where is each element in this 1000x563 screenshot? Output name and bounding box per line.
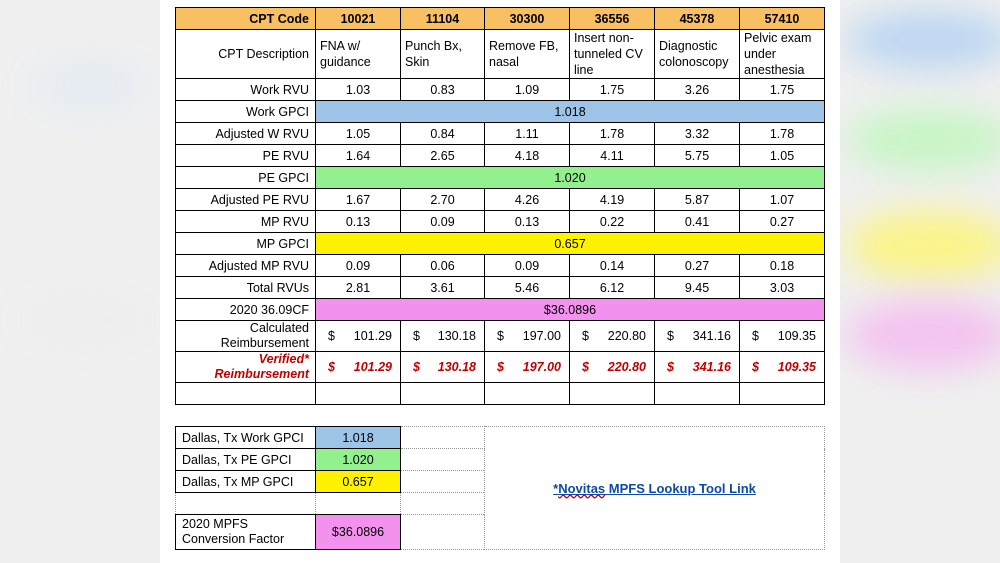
empty-cell [401, 493, 485, 515]
row-label: 2020 MPFS Conversion Factor [176, 515, 316, 550]
cpt-code: 57410 [740, 8, 825, 30]
cell: 1.05 [740, 145, 825, 167]
cell: 3.61 [401, 277, 485, 299]
empty-cell [176, 493, 316, 515]
cpt-description: Pelvic exam under anesthesia [740, 30, 825, 79]
verified-reimbursement-row [176, 352, 825, 383]
money-cell [316, 352, 401, 383]
empty-cell [655, 383, 740, 405]
cpt-description: Diagnostic colonoscopy [655, 30, 740, 79]
row-label: Adjusted MP RVU [176, 255, 316, 277]
cell: 0.22 [570, 211, 655, 233]
pe-rvu-row [176, 145, 825, 167]
cell: 1.75 [740, 79, 825, 101]
cell: 1.03 [316, 79, 401, 101]
cell: 1.11 [485, 123, 570, 145]
row-label: MP GPCI [176, 233, 316, 255]
currency-symbol: $ [328, 360, 335, 374]
cpt-code: 30300 [485, 8, 570, 30]
money-cell [655, 321, 740, 352]
cell: 0.09 [485, 255, 570, 277]
left-blurred-background [0, 0, 160, 563]
amount: 130.18 [437, 360, 476, 374]
header-label: CPT Code [176, 8, 316, 30]
money-cell [570, 352, 655, 383]
cell: 3.03 [740, 277, 825, 299]
empty-row [176, 383, 825, 405]
row-label: Calculated Reimbursement [176, 321, 316, 352]
cell: 4.19 [570, 189, 655, 211]
row-label: PE RVU [176, 145, 316, 167]
cell: 0.27 [740, 211, 825, 233]
cell: 0.14 [570, 255, 655, 277]
mpfs-value: $36.0896 [316, 515, 401, 550]
cell: 2.81 [316, 277, 401, 299]
blur-blob-blue [845, 10, 1000, 70]
cell: 0.83 [401, 79, 485, 101]
row-label: Work GPCI [176, 101, 316, 123]
amount: 101.29 [353, 329, 392, 343]
row-label: Adjusted W RVU [176, 123, 316, 145]
amount: 130.18 [437, 329, 476, 343]
cell: 1.09 [485, 79, 570, 101]
blur-blob [20, 300, 150, 340]
cpt-description: Insert non-tunneled CV line [570, 30, 655, 79]
novitas-lookup-link[interactable]: *Novitas MPFS Lookup Tool Link [553, 480, 756, 496]
cell: 1.78 [570, 123, 655, 145]
money-cell [740, 321, 825, 352]
merged-value-cell: 1.020 [316, 167, 825, 189]
work-rvu-row [176, 79, 825, 101]
amount: 341.16 [692, 360, 731, 374]
cell: 3.32 [655, 123, 740, 145]
cell: 0.13 [316, 211, 401, 233]
empty-cell [401, 471, 485, 493]
amount: 109.35 [777, 360, 816, 374]
amount: 220.80 [607, 329, 646, 343]
cell: 1.78 [740, 123, 825, 145]
work-gpci-row [176, 101, 825, 123]
row-label: Total RVUs [176, 277, 316, 299]
money-cell [740, 352, 825, 383]
cpt-code: 11104 [401, 8, 485, 30]
cpt-code: 10021 [316, 8, 401, 30]
money-cell [570, 321, 655, 352]
currency-symbol: $ [667, 360, 674, 374]
gpci-value: 1.018 [316, 427, 401, 449]
cell: 0.18 [740, 255, 825, 277]
cpt-description: Punch Bx, Skin [401, 30, 485, 79]
money-cell [655, 352, 740, 383]
row-label: Verified* Reimbursement [176, 352, 316, 383]
empty-cell [401, 427, 485, 449]
cell: 0.27 [655, 255, 740, 277]
currency-symbol: $ [582, 360, 589, 374]
mp-rvu-row [176, 211, 825, 233]
cell: 1.75 [570, 79, 655, 101]
currency-symbol: $ [752, 329, 759, 343]
money-cell [316, 321, 401, 352]
cell: 5.87 [655, 189, 740, 211]
cell: 0.06 [401, 255, 485, 277]
total-rvus-row [176, 277, 825, 299]
money-cell [401, 352, 485, 383]
amount: 101.29 [353, 360, 392, 374]
right-blurred-background [825, 0, 1000, 563]
currency-symbol: $ [752, 360, 759, 374]
cell: 0.41 [655, 211, 740, 233]
row-label: PE GPCI [176, 167, 316, 189]
empty-cell [316, 493, 401, 515]
empty-cell [316, 383, 401, 405]
row-label: CPT Description [176, 30, 316, 79]
empty-cell [570, 383, 655, 405]
empty-cell [401, 383, 485, 405]
gpci-value: 0.657 [316, 471, 401, 493]
dallas-work-row [176, 427, 825, 449]
adjusted-mp-rvu-row [176, 255, 825, 277]
empty-cell [176, 383, 316, 405]
currency-symbol: $ [667, 329, 674, 343]
amount: 197.00 [522, 360, 561, 374]
cell: 3.26 [655, 79, 740, 101]
money-cell [485, 321, 570, 352]
amount: 197.00 [522, 329, 561, 343]
cpt-code: 45378 [655, 8, 740, 30]
cell: 4.11 [570, 145, 655, 167]
reimbursement-table [175, 7, 825, 405]
money-cell [485, 352, 570, 383]
row-label: 2020 36.09CF [176, 299, 316, 321]
adjusted-pe-rvu-row [176, 189, 825, 211]
currency-symbol: $ [582, 329, 589, 343]
spreadsheet [160, 0, 840, 563]
cell: 2.70 [401, 189, 485, 211]
cell: 0.09 [316, 255, 401, 277]
cell: 4.26 [485, 189, 570, 211]
cpt-description: FNA w/ guidance [316, 30, 401, 79]
description-row [176, 30, 825, 79]
cell: 1.05 [316, 123, 401, 145]
merged-value-cell: 0.657 [316, 233, 825, 255]
row-label: Work RVU [176, 79, 316, 101]
cell: 5.75 [655, 145, 740, 167]
cell: 9.45 [655, 277, 740, 299]
cpt-description: Remove FB, nasal [485, 30, 570, 79]
cell: 0.09 [401, 211, 485, 233]
amount: 341.16 [692, 329, 731, 343]
amount: 220.80 [607, 360, 646, 374]
gpci-value: 1.020 [316, 449, 401, 471]
cell: 6.12 [570, 277, 655, 299]
cell: 1.07 [740, 189, 825, 211]
dallas-gpci-table [175, 426, 825, 550]
amount: 109.35 [777, 329, 816, 343]
pe-gpci-row [176, 167, 825, 189]
header-row [176, 8, 825, 30]
blur-blob-pink [845, 300, 1000, 370]
row-label: Dallas, Tx Work GPCI [176, 427, 316, 449]
currency-symbol: $ [497, 329, 504, 343]
currency-symbol: $ [413, 360, 420, 374]
cell: 0.13 [485, 211, 570, 233]
cell: 0.84 [401, 123, 485, 145]
empty-cell [401, 449, 485, 471]
merged-value-cell: $36.0896 [316, 299, 825, 321]
empty-cell [485, 383, 570, 405]
link-cell [485, 427, 825, 550]
cell: 1.64 [316, 145, 401, 167]
cell: 5.46 [485, 277, 570, 299]
empty-cell [401, 515, 485, 550]
money-cell [401, 321, 485, 352]
cell: 1.67 [316, 189, 401, 211]
currency-symbol: $ [497, 360, 504, 374]
row-label: MP RVU [176, 211, 316, 233]
cpt-code: 36556 [570, 8, 655, 30]
currency-symbol: $ [328, 329, 335, 343]
cell: 2.65 [401, 145, 485, 167]
mp-gpci-row [176, 233, 825, 255]
cell: 4.18 [485, 145, 570, 167]
row-label: Dallas, Tx PE GPCI [176, 449, 316, 471]
blur-blob [30, 60, 150, 110]
empty-cell [740, 383, 825, 405]
row-label: Dallas, Tx MP GPCI [176, 471, 316, 493]
currency-symbol: $ [413, 329, 420, 343]
blur-blob-yellow [845, 210, 1000, 280]
adjusted-w-rvu-row [176, 123, 825, 145]
calculated-reimbursement-row [176, 321, 825, 352]
blur-blob-green [845, 110, 1000, 170]
merged-value-cell: 1.018 [316, 101, 825, 123]
row-label: Adjusted PE RVU [176, 189, 316, 211]
conversion-factor-row [176, 299, 825, 321]
